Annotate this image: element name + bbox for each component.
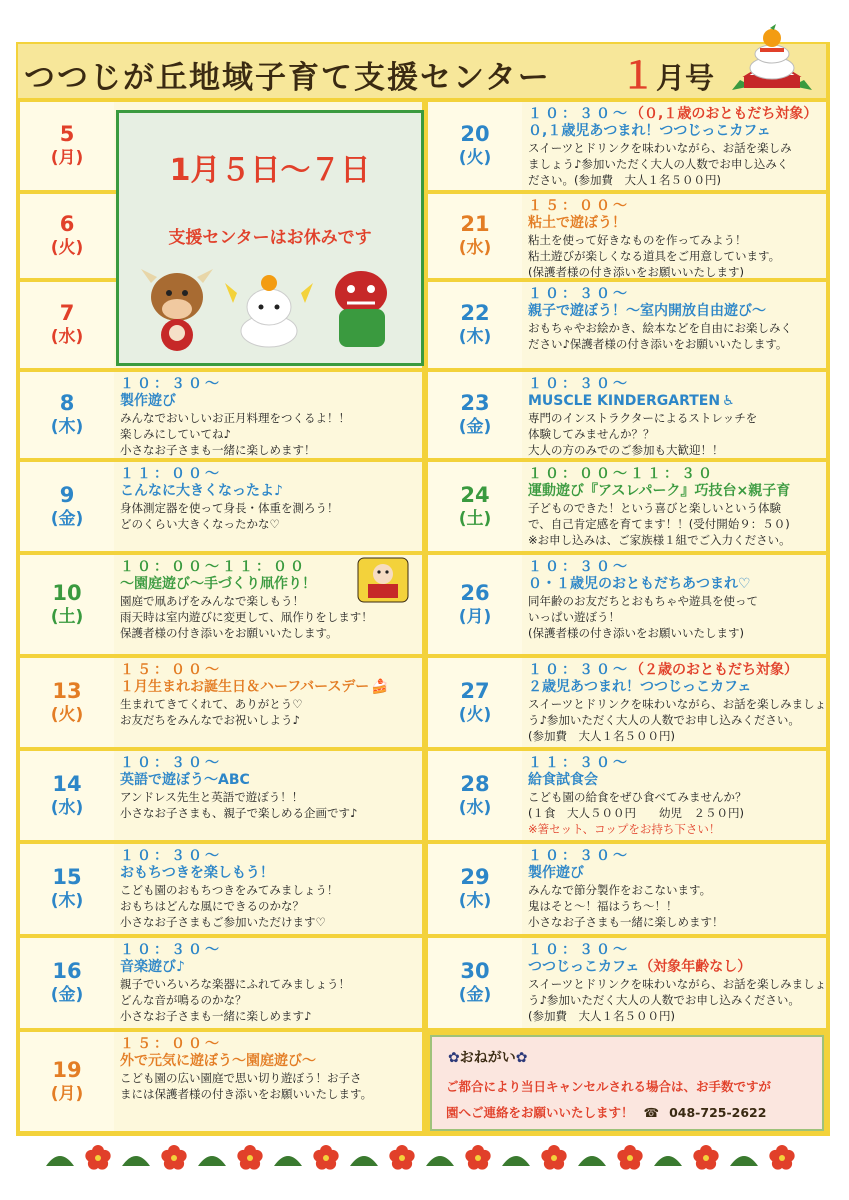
event-title-text: 音楽遊び♪: [120, 959, 185, 975]
pine-icon: [730, 1156, 758, 1166]
event-title-text: 運動遊び『アスレパーク』巧技台×親子育: [528, 483, 791, 499]
event-title: [120, 1053, 316, 1070]
weekday: (水): [50, 327, 84, 347]
issue-month: [620, 48, 714, 99]
event-title-text: つつじっこカフェ: [528, 959, 640, 975]
event-description: [528, 500, 791, 548]
event-description: [120, 500, 339, 532]
day-number: 27: [460, 678, 490, 703]
event-title-text: 給食試食会: [528, 772, 598, 788]
page-title: つつじが丘地域子育て支援センター: [24, 60, 551, 96]
event-time: [528, 286, 630, 303]
event-time: [528, 755, 630, 772]
description-line: ださい♪保護者様の付き添いをお願いいたします。: [528, 337, 788, 351]
plum-flower-icon: [617, 1145, 642, 1170]
plum-flower-icon: [693, 1145, 718, 1170]
event-title: [120, 393, 176, 410]
event-time-text: １０：３０～: [528, 559, 630, 575]
event-time-text: １０：３０～: [528, 376, 630, 392]
day-number: 6: [59, 212, 75, 236]
description-line: 小さなお子さまも一緒に楽しめます！: [528, 915, 724, 929]
event-title-text: おもちつきを楽しもう！: [120, 865, 274, 881]
pine-icon: [502, 1156, 530, 1166]
plum-flower-icon: [313, 1145, 338, 1170]
lion-dance-icon: [335, 271, 387, 347]
description-line: 同年齢のお友だちとおもちゃや遊具を使って: [528, 594, 758, 608]
event-title: [528, 959, 751, 976]
day-label-box: [428, 658, 522, 747]
description-line: う♪参加いただく大人の人数でお申し込みください。: [528, 713, 800, 727]
day-label-box: [20, 658, 114, 747]
pine-icon: [654, 1156, 682, 1166]
day-number: 8: [59, 391, 75, 415]
event-title: [120, 679, 389, 696]
description-line: で、自己肯定感を育てます！！(受付開始９：５０): [528, 517, 790, 531]
event-description: [120, 789, 357, 821]
description-line: 小さなお子さまも一緒に楽しめます！: [120, 443, 316, 457]
notice-line-1: ご都合により当日キャンセルされる場合は、お手数ですが: [446, 1079, 772, 1094]
event-title: [120, 865, 274, 882]
event-time: [528, 662, 798, 679]
event-description: [528, 232, 780, 280]
event-time-text: １０：３０～: [528, 848, 630, 864]
event-note: ※箸セット、コップをお持ち下さい！: [528, 822, 721, 836]
event-title-text: ０・１歳児のおともだちあつまれ♡: [528, 576, 751, 592]
event-time-text: １０：００～１１：３０: [528, 466, 715, 482]
description-line: 粘土遊びが楽しくなる道具をご用意しています。: [528, 249, 781, 263]
weekday: (月): [50, 148, 84, 168]
event-title: [528, 483, 790, 500]
event-time: [528, 942, 630, 959]
weekday: (金): [50, 985, 84, 1005]
notice-title: [448, 1047, 527, 1067]
day-number: 5: [59, 122, 75, 146]
pine-icon: [274, 1156, 302, 1166]
day-label-box: [428, 751, 522, 840]
event-title: [528, 772, 598, 789]
flower-icon: ✿: [515, 1050, 528, 1066]
description-line: ださい。(参加費 大人１名５００円): [528, 173, 721, 187]
event-time: [120, 942, 222, 959]
day-label-box: [20, 282, 114, 368]
day-label-box: [428, 844, 522, 934]
event-title-text: 英語で遊ぼう～ABC: [120, 772, 250, 788]
weekday: (火): [50, 704, 84, 725]
description-line: みんなでおいしいお正月料理をつくるよ！！: [120, 411, 350, 425]
description-line: まには保護者様の付き添いをお願いいたします。: [120, 1087, 373, 1101]
kagami-mochi-icon: [225, 275, 313, 347]
day-number: 23: [460, 391, 490, 415]
description-line: 小さなお子さまも、親子で楽しめる企画です♪: [120, 806, 358, 820]
event-description: [528, 696, 826, 744]
day-label-box: [428, 938, 522, 1028]
event-time-text: １０：３０～: [528, 106, 630, 122]
notice-title-text: おねがい: [459, 1050, 516, 1066]
pine-icon: [46, 1156, 74, 1166]
event-title-text: こんなに大きくなったよ♪: [120, 483, 283, 499]
event-time: [120, 376, 222, 393]
description-line: スイーツとドリンクを味わいながら、お話を楽しみましょ: [528, 977, 827, 991]
description-line: スイーツとドリンクを味わいながら、お話を楽しみましょ: [528, 697, 827, 711]
description-line: 鬼はそと～！福はうち～！！: [528, 899, 678, 913]
description-line: 小さなお子さまもご参加いただけます♡: [120, 915, 326, 929]
ox-icon: [141, 269, 213, 351]
event-time-text: １０：３０～: [120, 848, 222, 864]
day-label-box: [428, 462, 522, 551]
description-line: 園庭で凧あげをみんなで楽しもう！: [120, 594, 304, 608]
day-number: 24: [460, 482, 490, 507]
description-line: 子どものできた！という喜びと楽しいという体験: [528, 501, 781, 515]
event-title: [120, 483, 283, 500]
event-title: [528, 215, 626, 232]
event-time-text: １０：３０～: [120, 942, 222, 958]
weekday: (木): [50, 891, 84, 911]
description-line: 体験してみませんか？？: [528, 427, 655, 441]
phone-icon: ☎: [643, 1105, 660, 1120]
description-line: スイーツとドリンクを味わいながら、お話を楽しみ: [528, 141, 792, 155]
weekday: (水): [458, 797, 492, 818]
event-time-text: １５：００～: [120, 662, 222, 678]
day-number: 22: [460, 301, 490, 325]
day-number: 20: [460, 122, 490, 146]
description-line: おもちはどんな風にできるのかな？: [120, 899, 304, 913]
day-label-box: [20, 462, 114, 551]
weekday: (木): [50, 417, 84, 437]
event-description: [120, 976, 350, 1024]
plum-flower-icon: [389, 1145, 414, 1170]
day-label-box: [20, 102, 114, 190]
event-description: [528, 882, 724, 930]
event-description: [528, 410, 757, 458]
day-number: 16: [52, 959, 82, 983]
new-year-characters-illustration: [133, 263, 403, 353]
event-time-text: １５：００～: [120, 1036, 222, 1052]
description-line: どんな音が鳴るのかな？: [120, 993, 247, 1007]
description-line: ましょう♪参加いただく大人の人数でお申し込みく: [528, 157, 789, 171]
description-line: 雨天時は室内遊びに変更して、凧作りをします！: [120, 610, 373, 624]
plum-flower-icon: [237, 1145, 262, 1170]
weekday: (金): [458, 417, 492, 437]
event-title-text: 外で元気に遊ぼう～園庭遊び～: [120, 1053, 316, 1069]
weekday: (土): [458, 508, 492, 529]
event-title: [528, 865, 584, 882]
event-title-text: 製作遊び: [528, 865, 584, 881]
request-notice: [430, 1035, 824, 1131]
weekday: (月): [458, 606, 492, 627]
event-time: [120, 848, 222, 865]
event-title: [120, 772, 250, 789]
footer-decoration: [44, 1142, 814, 1174]
description-line: 親子でいろいろな楽器にふれてみましょう！: [120, 977, 350, 991]
event-description: [528, 320, 792, 352]
day-number: 9: [59, 482, 75, 507]
flower-icon: ✿: [448, 1050, 460, 1066]
holiday-message: 支援センターはお休みです: [168, 228, 372, 248]
notice-line-2-text: 園へご連絡をお願いいたします！: [446, 1105, 634, 1120]
day-label-box: [20, 1032, 114, 1131]
day-number: 26: [460, 580, 490, 605]
event-time: [528, 198, 630, 215]
description-line: 身体測定器を使って身長・体重を測ろう！: [120, 501, 339, 515]
weekday: (木): [458, 891, 492, 911]
event-description: [528, 593, 758, 641]
target-age-tag: （０,１歳のおともだち対象）: [630, 106, 818, 122]
event-time: [528, 106, 817, 123]
day-number: 29: [460, 865, 490, 889]
description-line: いっぱい遊ぼう！: [528, 610, 620, 624]
description-line: ※お申し込みは、ご家族様１組でご入力ください。: [528, 533, 791, 547]
description-line: どのくらい大きくなったかな♡: [120, 517, 280, 531]
notice-line-2: [446, 1103, 766, 1121]
description-line: (１食 大人５００円 幼児 ２５０円): [528, 806, 744, 820]
weekday: (月): [50, 1083, 84, 1104]
phone-number: 048-725-2622: [669, 1105, 767, 1120]
event-title-text: 粘土で遊ぼう！: [528, 215, 626, 231]
event-title-text: MUSCLE KINDERGARTEN: [528, 393, 721, 409]
pine-icon: [426, 1156, 454, 1166]
weekday: (金): [50, 508, 84, 529]
day-label-box: [428, 372, 522, 458]
description-line: 粘土を使って好きなものを作ってみよう！: [528, 233, 747, 247]
description-line: (参加費 大人１名５００円): [528, 729, 675, 743]
weekday: (水): [458, 238, 492, 258]
event-time: [528, 376, 630, 393]
pine-icon: [350, 1156, 378, 1166]
plum-flower-icon: [465, 1145, 490, 1170]
description-line: 保護者様の付き添いをお願いいたします。: [120, 626, 338, 640]
event-title: [528, 123, 771, 140]
holiday-dates: 1月５日～７日: [169, 153, 371, 188]
weekday: (水): [50, 797, 84, 818]
day-label-box: [20, 555, 114, 654]
description-line: 専門のインストラクターによるストレッチを: [528, 411, 758, 425]
kagami-mochi-illustration: [730, 14, 814, 98]
description-line: こども園の広い園庭で思い切り遊ぼう！お子さ: [120, 1071, 362, 1085]
day-number: 28: [460, 771, 490, 796]
description-line: こども園のおもちつきをみてみましょう！: [120, 883, 339, 897]
holiday-notice-box: [116, 110, 424, 366]
event-time-text: １０：００～１１：００: [120, 559, 307, 575]
weekday: (木): [458, 327, 492, 347]
description-line: おもちゃやお絵かき、絵本などを自由にお楽しみく: [528, 321, 793, 335]
description-line: 大人の方のみでのご参加も大歓迎！！: [528, 443, 724, 457]
event-title-text: 親子で遊ぼう！～室内開放自由遊び～: [528, 303, 766, 319]
pine-icon: [122, 1156, 150, 1166]
day-label-box: [428, 102, 522, 190]
event-title: [528, 679, 751, 696]
event-title-text: １月生まれお誕生日＆ハーフバースデー: [120, 679, 370, 695]
day-number: 13: [52, 678, 82, 703]
pine-icon: [198, 1156, 226, 1166]
event-description: [120, 1070, 372, 1102]
event-time: [120, 662, 222, 679]
event-time: [120, 1036, 222, 1053]
day-number: 7: [59, 301, 75, 325]
event-time-text: １０：３０～: [528, 662, 630, 678]
event-time: [120, 755, 222, 772]
day-number: 14: [52, 771, 82, 796]
month-number: １: [620, 56, 657, 97]
day-label-box: [20, 751, 114, 840]
event-time-text: １０：３０～: [528, 286, 630, 302]
kite-illustration: [354, 550, 412, 610]
day-label-box: [20, 194, 114, 278]
day-label-box: [20, 844, 114, 934]
event-time-text: １０：３０～: [528, 942, 630, 958]
day-label-box: [20, 372, 114, 458]
event-title: [528, 303, 766, 320]
target-age-tag: （対象年齢なし）: [639, 959, 752, 975]
day-number: 10: [52, 580, 82, 605]
day-number: 21: [460, 212, 490, 236]
plum-flower-icon: [85, 1145, 110, 1170]
description-line: こども園の給食をぜひ食べてみませんか？: [528, 790, 747, 804]
weekday: (火): [458, 704, 492, 725]
event-description: [528, 976, 826, 1024]
description-line: (参加費 大人１名５００円): [528, 1009, 675, 1023]
event-time-text: １１：００～: [120, 466, 222, 482]
event-time-text: １０：３０～: [120, 755, 222, 771]
plum-flower-icon: [769, 1145, 794, 1170]
description-line: 楽しみにしていてね♪: [120, 427, 231, 441]
event-title-text: ２歳児あつまれ！つつじっこカフェ: [528, 679, 752, 695]
event-title: [528, 576, 751, 593]
event-time: [120, 559, 307, 576]
event-title: [120, 576, 316, 593]
event-title: [120, 959, 185, 976]
weekday: (土): [50, 606, 84, 627]
event-time-text: １０：３０～: [120, 376, 222, 392]
event-description: [120, 593, 373, 641]
event-time-text: １５：００～: [528, 198, 630, 214]
description-line: みんなで節分製作をおこないます。: [528, 883, 712, 897]
day-label-box: [20, 938, 114, 1028]
description-line: アンドレス先生と英語で遊ぼう！！: [120, 790, 304, 804]
event-time: [528, 466, 715, 483]
event-time: [528, 848, 630, 865]
event-title-text: ～園庭遊び～手づくり凧作り！: [120, 576, 316, 592]
day-number: 30: [460, 959, 490, 983]
weekday: (金): [458, 985, 492, 1005]
day-number: 15: [52, 865, 82, 889]
day-label-box: [428, 282, 522, 368]
event-title: [528, 393, 735, 410]
weekday: (火): [50, 238, 84, 258]
day-label-box: [428, 194, 522, 278]
event-description: [528, 789, 747, 837]
cake-icon: 🍰: [371, 679, 389, 695]
pine-icon: [578, 1156, 606, 1166]
event-description: [120, 882, 338, 930]
event-title-text: 製作遊び: [120, 393, 176, 409]
description-line: お友だちをみんなでお祝いしよう♪: [120, 713, 300, 727]
description-line: (保護者様の付き添いをお願いいたします): [528, 626, 744, 640]
description-line: (保護者様の付き添いをお願いいたします): [528, 265, 744, 279]
month-unit: 月号: [656, 61, 715, 95]
weekday: (火): [458, 148, 492, 168]
event-time-text: １１：３０～: [528, 755, 630, 771]
description-line: 小さなお子さまも一緒に楽しめます♪: [120, 1009, 312, 1023]
event-time: [120, 466, 222, 483]
event-description: [120, 696, 303, 728]
description-line: う♪参加いただく大人の人数でお申し込みください。: [528, 993, 800, 1007]
target-age-tag: （２歳のおともだち対象）: [630, 662, 798, 678]
plum-flower-icon: [161, 1145, 186, 1170]
event-description: [120, 410, 350, 458]
day-label-box: [428, 555, 522, 654]
plum-flower-icon: [541, 1145, 566, 1170]
description-line: 生まれてきてくれて、ありがとう♡: [120, 697, 303, 711]
event-title-text: ０,１歳児あつまれ！つつじっこカフェ: [528, 123, 771, 139]
accessibility-icon: ♿: [722, 393, 735, 409]
event-time: [528, 559, 630, 576]
day-number: 19: [52, 1057, 82, 1082]
event-description: [528, 140, 792, 188]
